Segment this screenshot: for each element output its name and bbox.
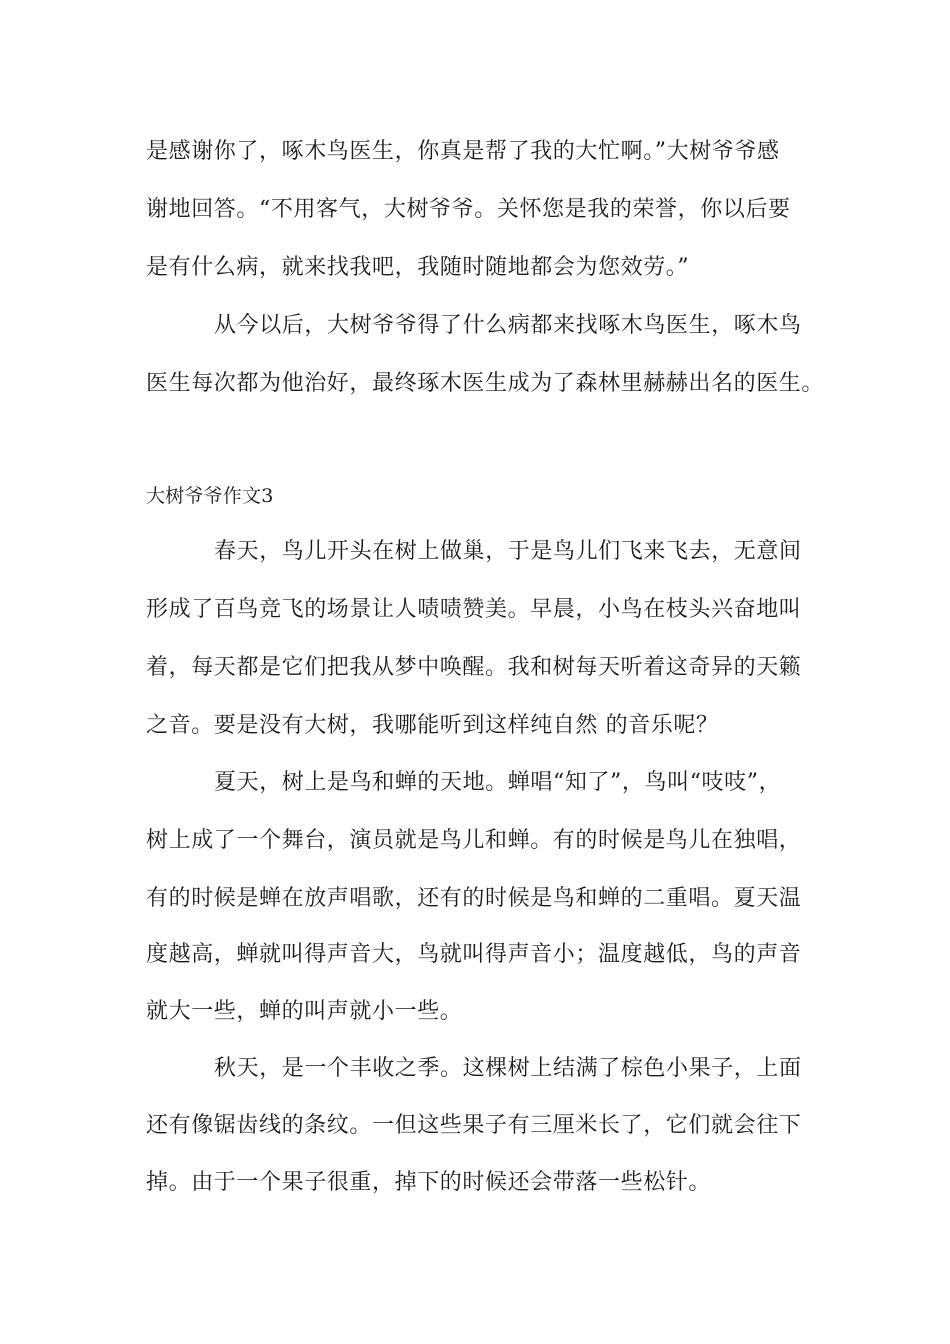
- paragraph-line: 秋天，是一个丰收之季。这棵树上结满了棕色小果子，上面: [214, 1056, 802, 1081]
- paragraph-line: 是有什么病，就来找我吧，我随时随地都会为您效劳。”: [146, 255, 690, 280]
- paragraph-line: 树上成了一个舞台，演员就是鸟儿和蝉。有的时候是鸟儿在独唱，: [146, 828, 802, 853]
- paragraph-line: 之音。要是没有大树，我哪能听到这样纯自然 的音乐呢？: [146, 713, 719, 738]
- paragraph-line: 有的时候是蝉在放声唱歌，还有的时候是鸟和蝉的二重唱。夏天温: [146, 886, 802, 911]
- paragraph-line: 是感谢你了，啄木鸟医生，你真是帮了我的大忙啊。”大树爷爷感: [146, 139, 780, 164]
- paragraph-line: 从今以后，大树爷爷得了什么病都来找啄木鸟医生，啄木鸟: [214, 313, 802, 338]
- paragraph-line: 形成了百鸟竞飞的场景让人啧啧赞美。早晨，小鸟在枝头兴奋地叫: [146, 597, 802, 622]
- paragraph-line: 掉。由于一个果子很重，掉下的时候还会带落一些松针。: [146, 1170, 712, 1195]
- paragraph-line: 医生每次都为他治好，最终琢木医生成为了森林里赫赫出名的医生。: [146, 371, 825, 396]
- paragraph-line: 就大一些，蝉的叫声就小一些。: [146, 999, 463, 1024]
- paragraph-line: 度越高，蝉就叫得声音大，鸟就叫得声音小；温度越低，鸟的声音: [146, 942, 802, 967]
- paragraph-line: 谢地回答。“不用客气，大树爷爷。关怀您是我的荣誉，你以后要: [146, 197, 791, 222]
- paragraph-line: 夏天，树上是鸟和蝉的天地。蝉唱“知了”，鸟叫“吱吱”，: [214, 770, 782, 795]
- paragraph-line: 还有像锯齿线的条纹。一但这些果子有三厘米长了，它们就会往下: [146, 1113, 802, 1138]
- section-title: 大树爷爷作文3: [146, 485, 274, 507]
- paragraph-line: 着，每天都是它们把我从梦中唤醒。我和树每天听着这奇异的天籁: [146, 655, 802, 680]
- paragraph-line: 春天，鸟儿开头在树上做巢，于是鸟儿们飞来飞去，无意间: [214, 539, 802, 564]
